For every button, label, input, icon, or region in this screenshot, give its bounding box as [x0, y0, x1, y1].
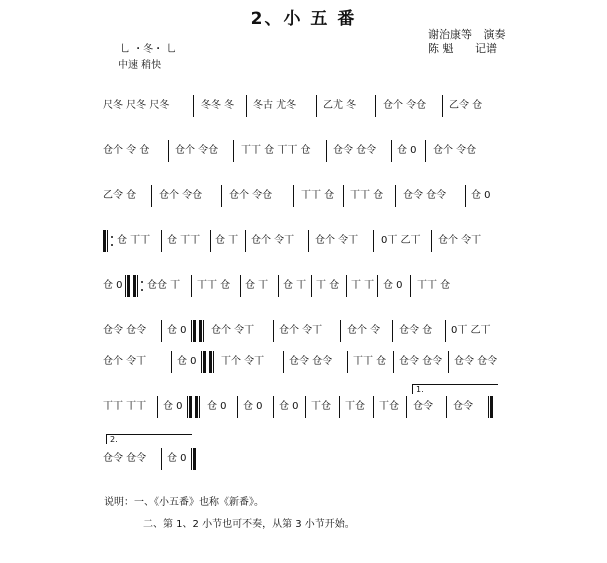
barline: [375, 95, 376, 117]
repeat-end-barline: [191, 320, 196, 342]
repeat-start-barline: [209, 351, 214, 373]
barline: [168, 140, 169, 162]
measure: 丅个 令丅: [221, 356, 265, 367]
credit-transcriber: [428, 40, 497, 56]
measure: 仓令 仓令: [399, 356, 443, 367]
barline: [347, 351, 348, 373]
barline: [193, 95, 194, 117]
barline: [446, 396, 447, 418]
repeat-end-barline: [201, 351, 206, 373]
explanatory-note-2: 二、第 1、2 小节也可不奏，从第 3 小节开始。: [143, 519, 355, 530]
measure: 仓 丅: [245, 280, 269, 291]
measure: 仓个 令仓: [433, 145, 477, 156]
mode-marking: 乚 ・冬・ 乚: [120, 44, 177, 55]
barline: [151, 185, 152, 207]
barline: [326, 140, 327, 162]
measure: 仓令 仓令: [333, 145, 377, 156]
measure: 仓 丅丅: [167, 235, 201, 246]
barline: [445, 320, 446, 342]
measure: 仓 0: [167, 325, 187, 336]
barline: [448, 351, 449, 373]
barline: [311, 275, 312, 297]
measure: 仓 0: [471, 190, 491, 201]
barline: [283, 351, 284, 373]
measure: 仓仓 丅: [147, 280, 181, 291]
barline: [373, 230, 374, 252]
measure: 丅 仓: [316, 280, 340, 291]
barline: [161, 230, 162, 252]
measure: 仓个 令丅: [315, 235, 359, 246]
barline: [392, 320, 393, 342]
measure: 乙令 仓: [449, 100, 483, 111]
measure: 丅丅 仓 丅丅 仓: [241, 145, 311, 156]
credit-transcriber-name: 陈 魁: [428, 42, 454, 55]
repeat-start-barline: [103, 230, 108, 252]
barline: [305, 396, 306, 418]
barline: [157, 396, 158, 418]
repeat-start-barline: [195, 396, 200, 418]
barline: [161, 320, 162, 342]
repeat-end-barline: [187, 396, 192, 418]
measure: 仓令 仓令: [403, 190, 447, 201]
barline: [346, 275, 347, 297]
barline: [246, 95, 247, 117]
barline: [339, 396, 340, 418]
measure: 乙令 仓: [103, 190, 137, 201]
measure: 丅仓: [311, 401, 331, 412]
volta-1-bracket: 1.: [412, 384, 498, 394]
barline: [406, 396, 407, 418]
measure: 丅仓: [345, 401, 365, 412]
barline: [171, 351, 172, 373]
barline: [425, 140, 426, 162]
credit-performer-role: 演奏: [483, 28, 506, 41]
measure: 0丅 乙丅: [451, 325, 491, 336]
measure: 仓令 仓: [399, 325, 433, 336]
measure: 丅丅 仓: [353, 356, 387, 367]
notation-row-4: [103, 234, 498, 254]
repeat-dot: [111, 244, 113, 246]
repeat-start-barline: [199, 320, 204, 342]
barline: [237, 396, 238, 418]
measure: 仓 0: [207, 401, 227, 412]
measure: 冬冬 冬: [201, 100, 235, 111]
measure: 仓令 仓令: [103, 453, 147, 464]
measure: 仓个 令仓: [229, 190, 273, 201]
measure: 尺冬 尺冬 尺冬: [103, 100, 170, 111]
repeat-dot: [141, 281, 143, 283]
measure: 0丅 乙丅: [381, 235, 421, 246]
barline: [161, 448, 162, 470]
measure: 仓个 令: [347, 325, 381, 336]
notation-row-3: [103, 189, 498, 209]
measure: 乙尤 冬: [323, 100, 357, 111]
measure: 丅丅 仓: [197, 280, 231, 291]
barline: [210, 230, 211, 252]
tempo-marking: 中速 稍快: [118, 60, 162, 71]
barline: [278, 275, 279, 297]
barline: [273, 396, 274, 418]
explanatory-note-1: 说明：一、《小五番》也称《新番》。: [104, 497, 264, 508]
measure: 仓 0: [383, 280, 403, 291]
measure: 仓 0: [177, 356, 197, 367]
repeat-end-barline: [125, 275, 130, 297]
measure: 丅丅 丅丅: [103, 401, 147, 412]
measure: 仓个 令仓: [175, 145, 219, 156]
final-barline: [191, 448, 196, 470]
measure: 仓个 令丅: [438, 235, 482, 246]
measure: 丅 丅: [351, 280, 375, 291]
barline: [373, 396, 374, 418]
notation-row-1: [103, 99, 498, 119]
measure: 仓令: [453, 401, 473, 412]
notation-row-2: [103, 144, 498, 164]
barline: [465, 185, 466, 207]
barline: [293, 185, 294, 207]
barline: [191, 275, 192, 297]
notation-row-7: [103, 355, 498, 375]
measure: 仓个 令 仓: [103, 145, 150, 156]
measure: 仓 丅: [283, 280, 307, 291]
barline: [308, 230, 309, 252]
barline: [245, 230, 246, 252]
measure: 仓 0: [163, 401, 183, 412]
measure: 仓个 令丅: [251, 235, 295, 246]
measure: 仓令 仓令: [103, 325, 147, 336]
measure: 仓 丅: [215, 235, 239, 246]
measure: 仓个 令仓: [159, 190, 203, 201]
measure: 仓 丅丅: [117, 235, 151, 246]
barline: [221, 185, 222, 207]
notation-row-6: [103, 324, 498, 344]
measure: 仓令 仓令: [289, 356, 333, 367]
barline: [273, 320, 274, 342]
barline: [340, 320, 341, 342]
measure: 仓令: [413, 401, 433, 412]
barline: [410, 275, 411, 297]
notation-row-5: [103, 279, 498, 299]
notation-row-9: [103, 452, 223, 472]
repeat-dot: [111, 236, 113, 238]
barline: [393, 351, 394, 373]
barline: [377, 275, 378, 297]
barline: [240, 275, 241, 297]
measure: 仓 0: [279, 401, 299, 412]
credit-transcriber-role: 记谱: [475, 42, 497, 55]
credit-performer-name: 谢治康等: [428, 28, 472, 41]
measure: 仓 0: [103, 280, 123, 291]
measure: 仓个 令丅: [103, 356, 147, 367]
measure: 丅丅 仓: [350, 190, 384, 201]
piece-title: 2、小 五 番: [250, 9, 357, 29]
measure: 仓 0: [243, 401, 263, 412]
measure: 仓 0: [167, 453, 187, 464]
measure: 仓个 令丅: [279, 325, 323, 336]
barline: [391, 140, 392, 162]
measure: 丅丅 仓: [301, 190, 335, 201]
volta-2-bracket: 2.: [106, 434, 192, 444]
measure: 丅仓: [379, 401, 399, 412]
measure: 仓个 令丅: [211, 325, 255, 336]
barline: [343, 185, 344, 207]
measure: 仓 0: [397, 145, 417, 156]
barline: [395, 185, 396, 207]
barline: [442, 95, 443, 117]
repeat-start-barline: [133, 275, 138, 297]
barline: [316, 95, 317, 117]
notation-row-8: [103, 400, 498, 420]
repeat-end-barline: [488, 396, 493, 418]
barline: [431, 230, 432, 252]
measure: 仓个 令仓: [383, 100, 427, 111]
measure: 丅丅 仓: [417, 280, 451, 291]
repeat-dot: [141, 289, 143, 291]
measure: 冬古 尤冬: [253, 100, 297, 111]
measure: 仓令 仓令: [454, 356, 498, 367]
barline: [233, 140, 234, 162]
